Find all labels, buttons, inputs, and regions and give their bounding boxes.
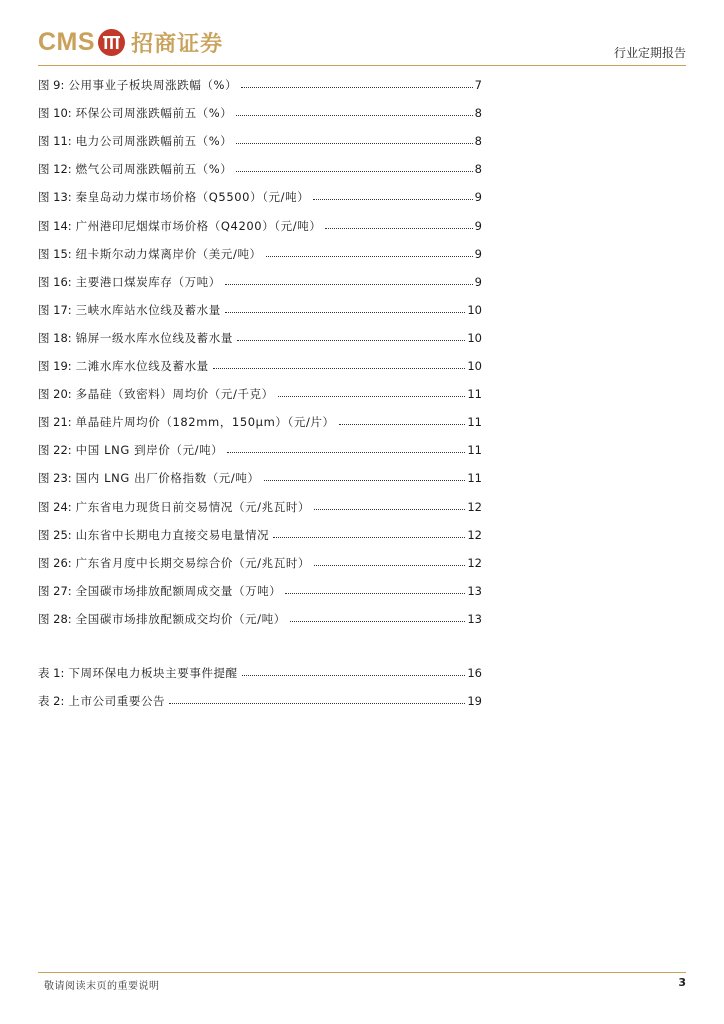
figure-title: 国内 LNG 出厂价格指数（元/吨） (75, 471, 260, 486)
figure-toc-entry[interactable] (38, 329, 482, 347)
page-number: 3 (678, 976, 686, 989)
table-label: 表 2: (38, 694, 65, 709)
figure-page-number: 8 (474, 162, 482, 177)
dot-leader (314, 498, 465, 510)
figure-title: 锦屏一级水库水位线及蓄水量 (75, 330, 233, 345)
figure-toc-entry[interactable] (38, 273, 482, 291)
dot-leader (264, 469, 466, 481)
figure-page-number: 12 (467, 499, 482, 514)
report-type: 行业定期报告 (613, 46, 686, 60)
figure-toc-entry[interactable] (38, 441, 482, 459)
figure-label: 图 9: (38, 78, 65, 92)
table-toc-entry[interactable] (38, 664, 482, 682)
figure-title: 中国 LNG 到岸价（元/吨） (75, 443, 224, 458)
figure-toc-entry[interactable] (38, 498, 482, 516)
figure-page-number: 9 (474, 218, 482, 233)
figure-page-number: 11 (467, 443, 482, 458)
dot-leader (290, 610, 466, 622)
figure-page-number: 10 (467, 359, 482, 373)
figure-label: 图 28: (38, 611, 72, 626)
figure-page-number: 11 (467, 415, 482, 430)
dot-leader (169, 692, 465, 704)
figure-page-number: 10 (467, 330, 482, 345)
figure-page-number: 12 (467, 555, 482, 570)
figure-title: 广东省月度中长期交易综合价（元/兆瓦时） (75, 555, 311, 570)
table-label: 表 1: (38, 666, 65, 680)
dot-leader (241, 76, 472, 88)
dot-leader (314, 554, 465, 566)
dot-leader (237, 329, 465, 341)
figure-label: 图 21: (38, 415, 72, 430)
dot-leader (225, 273, 473, 285)
table-page-number: 16 (467, 666, 482, 680)
figure-title: 全国碳市场排放配额成交均价（元/吨） (75, 611, 286, 626)
figure-label: 图 23: (38, 471, 72, 486)
figure-toc-entry[interactable] (38, 188, 482, 206)
company-logo (38, 27, 223, 57)
footer-divider (38, 972, 686, 973)
figure-page-number: 12 (467, 527, 482, 542)
figure-title: 秦皇岛动力煤市场价格（Q5500）（元/吨） (75, 190, 310, 205)
logo-chinese-text: 招商证券 (131, 30, 224, 57)
figure-label: 图 26: (38, 555, 72, 570)
figure-toc-entry[interactable] (38, 76, 482, 94)
dot-leader (339, 413, 466, 425)
dot-leader (227, 441, 465, 453)
figure-toc-entry[interactable] (38, 610, 482, 628)
figure-toc-entry[interactable] (38, 104, 482, 122)
figure-title: 主要港口煤炭库存（万吨） (75, 274, 221, 289)
footer-disclaimer-note: 敬请阅读末页的重要说明 (44, 981, 160, 992)
figure-toc-entry[interactable] (38, 217, 482, 235)
page-header (0, 0, 724, 70)
figure-toc-entry[interactable] (38, 160, 482, 178)
table-title: 下周环保电力板块主要事件提醒 (68, 666, 238, 680)
dot-leader (213, 357, 466, 369)
figure-title: 全国碳市场排放配额周成交量（万吨） (75, 583, 282, 598)
figure-title: 电力公司周涨跌幅前五（%） (75, 134, 233, 149)
dot-leader (285, 582, 465, 594)
dot-leader (266, 245, 473, 257)
figure-page-number: 9 (474, 190, 482, 205)
figure-title: 多晶硅（致密料）周均价（元/千克） (75, 387, 274, 402)
figure-title: 二滩水库水位线及蓄水量 (75, 359, 209, 373)
dot-leader (236, 160, 472, 172)
figure-toc-entry[interactable] (38, 357, 482, 375)
figure-label: 图 27: (38, 583, 72, 598)
figure-label: 图 12: (38, 162, 72, 177)
figure-title: 三峡水库站水位线及蓄水量 (75, 302, 221, 317)
dot-leader (325, 217, 472, 229)
figure-label: 图 19: (38, 359, 72, 373)
figure-label: 图 11: (38, 134, 72, 149)
figure-toc-entry[interactable] (38, 526, 482, 544)
figure-label: 图 13: (38, 190, 72, 205)
figure-toc-entry[interactable] (38, 301, 482, 319)
figure-label: 图 10: (38, 106, 72, 121)
figure-title: 公用事业子板块周涨跌幅（%） (68, 78, 238, 92)
figure-label: 图 24: (38, 499, 72, 514)
logo-badge-icon (98, 29, 125, 56)
header-divider (38, 65, 686, 66)
figure-page-number: 13 (467, 611, 482, 626)
figure-page-number: 8 (474, 134, 482, 149)
table-title: 上市公司重要公告 (68, 694, 166, 709)
figure-page-number: 9 (474, 246, 482, 261)
figure-toc-entry[interactable] (38, 469, 482, 487)
figure-title: 纽卡斯尔动力煤离岸价（美元/吨） (75, 246, 262, 261)
figure-page-number: 9 (474, 274, 482, 289)
figure-page-number: 8 (474, 106, 482, 121)
figure-label: 图 16: (38, 274, 72, 289)
dot-leader (242, 664, 466, 676)
figure-label: 图 15: (38, 246, 72, 261)
figure-toc-entry[interactable] (38, 245, 482, 263)
dot-leader (236, 104, 472, 116)
figure-page-number: 7 (474, 78, 482, 92)
figure-label: 图 14: (38, 218, 72, 233)
figure-label: 图 17: (38, 302, 72, 317)
dot-leader (225, 301, 465, 313)
dot-leader (273, 526, 465, 538)
figure-title: 单晶硅片周均价（182mm，150μm）（元/片） (75, 415, 335, 430)
dot-leader (278, 385, 466, 397)
logo-latin-text: CMS (38, 27, 96, 56)
figure-toc-entry[interactable] (38, 582, 482, 600)
figure-toc-entry[interactable] (38, 385, 482, 403)
figure-title: 环保公司周涨跌幅前五（%） (75, 106, 233, 121)
figure-page-number: 11 (467, 471, 482, 486)
dot-leader (236, 132, 472, 144)
figure-title: 燃气公司周涨跌幅前五（%） (75, 162, 233, 177)
figure-page-number: 11 (467, 387, 482, 402)
figure-title: 山东省中长期电力直接交易电量情况 (75, 527, 270, 542)
figure-toc-entry[interactable] (38, 554, 482, 572)
figure-toc-entry[interactable] (38, 132, 482, 150)
figure-title: 广州港印尼烟煤市场价格（Q4200）（元/吨） (75, 218, 322, 233)
figure-label: 图 22: (38, 443, 72, 458)
dot-leader (313, 188, 472, 200)
figure-page-number: 10 (467, 302, 482, 317)
figure-toc-entry[interactable] (38, 413, 482, 431)
figure-title: 广东省电力现货日前交易情况（元/兆瓦时） (75, 499, 311, 514)
table-page-number: 19 (467, 694, 482, 709)
figure-page-number: 13 (467, 583, 482, 598)
figure-label: 图 18: (38, 330, 72, 345)
figure-label: 图 25: (38, 527, 72, 542)
figure-label: 图 20: (38, 387, 72, 402)
table-toc-entry[interactable] (38, 692, 482, 710)
